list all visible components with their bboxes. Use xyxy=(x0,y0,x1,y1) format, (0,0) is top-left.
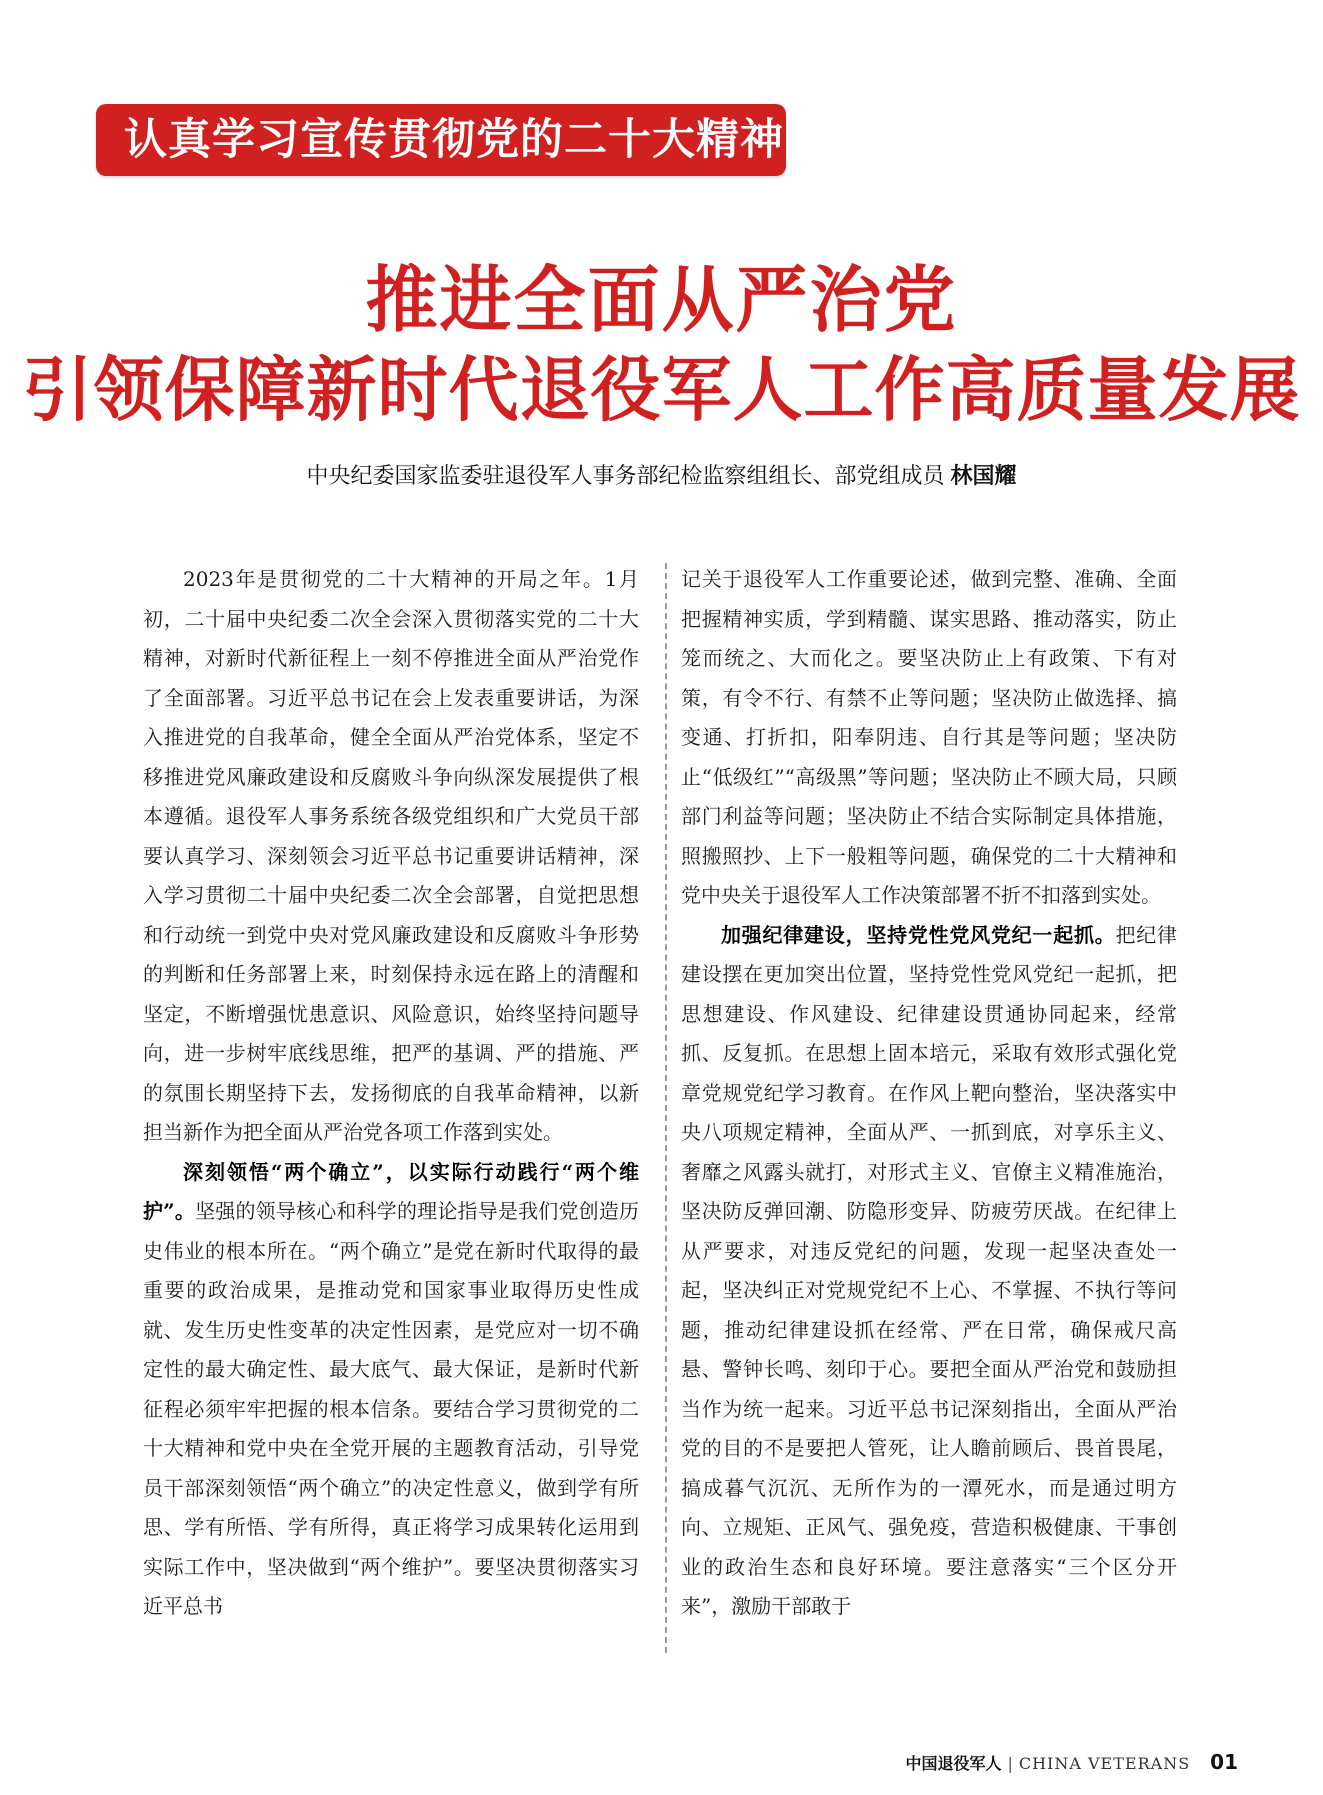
byline xyxy=(0,462,1323,492)
paragraph-intro: 2023年是贯彻党的二十大精神的开局之年。1月初，二十届中央纪委二次全会深入贯彻落实党的二十大精神，对新时代新征程上一刻不停推进全面从严治党作了全面部署。习近平总书记在会上发表重要讲话，为深入推进党的自我革命，健全全面从严治党体系，坚定不移推进党风廉政建设和反腐败斗争向纵深发展提供了根本遵循。退役军人事务系统各级党组织和广大党员干部要认真学习、深刻领会习近平总书记重要讲话精神，深入学习贯彻二十届中央纪委二次全会部署，自觉把思想和行动统一到党中央对党风廉政建设和反腐败斗争形势的判断和任务部署上来，时刻保持永远在路上的清醒和坚定，不断增强忧患意识、风险意识，始终坚持问题导向，进一步树牢底线思维，把严的基调、严的措施、严的氛围长期坚持下去，发扬彻底的自我革命精神，以新担当新作为把全面从严治党各项工作落到实处。 xyxy=(143,567,639,1144)
paragraph-lead-heading: 深刻领悟“两个确立”，以实际行动践行“两个维护”。 xyxy=(143,1159,639,1223)
headline-line-2: 引领保障新时代退役军人工作高质量发展 xyxy=(22,349,1301,431)
byline-author: 林国耀 xyxy=(950,464,1017,489)
page-number: 01 xyxy=(1210,1750,1238,1774)
byline-title: 中央纪委国家监委驻退役军人事务部纪检监察组组长、部党组成员 xyxy=(306,464,945,489)
paragraph-continued: 记关于退役军人工作重要论述，做到完整、准确、全面把握精神实质，学到精髓、谋实思路、推动落实，防止笼而统之、大而化之。要坚决防止上有政策、下有对策，有令不行、有禁不止等问题；坚决防止做选择、搞变通、打折扣，阳奉阴违、自行其是等问题；坚决防止“低级红”“高级黑”等问题；坚决防止不顾大局，只顾部门利益等问题；坚决防止不结合实际制定具体措施，照搬照抄、上下一般粗等问题，确保党的二十大精神和党中央关于退役军人工作决策部署不折不扣落到实处。 xyxy=(681,567,1177,907)
section-banner-title: 认真学习宣传贯彻党的二十大精神 xyxy=(124,115,784,165)
magazine-name: 中国退役军人 xyxy=(905,1754,1002,1773)
paragraph-discipline xyxy=(681,916,1177,1627)
paragraph-body-text: 坚强的领导核心和科学的理论指导是我们党创造历史伟业的根本所在。“两个确立”是党在新时代取得的最重要的政治成果，是推动党和国家事业取得历史性成就、发生历史性变革的决定性因素，是党应对一切不确定性的最大确定性、最大底气、最大保证，是新时代新征程必须牢牢把握的根本信条。要结合学习贯彻党的二十大精神和党中央在全党开展的主题教育活动，引导党员干部深刻领悟“两个确立”的决定性意义，做到学有所思、学有所悟、学有所得，真正将学习成果转化运用到实际工作中，坚决做到“两个维护”。要坚决贯彻落实习近平总书 xyxy=(143,1199,639,1618)
column-divider xyxy=(665,563,667,1653)
headline-line-1: 推进全面从严治党 xyxy=(365,258,958,342)
magazine-name-english: CHINA VETERANS xyxy=(1018,1754,1191,1773)
section-banner xyxy=(96,104,786,176)
page-footer xyxy=(905,1750,1238,1774)
paragraph-two-establishments xyxy=(143,1153,639,1627)
paragraph-lead-heading: 加强纪律建设，坚持党性党风党纪一起抓。 xyxy=(721,922,1116,947)
footer-separator: | xyxy=(1007,1754,1013,1773)
paragraph-body-text: 把纪律建设摆在更加突出位置，坚持党性党风党纪一起抓，把思想建设、作风建设、纪律建设贯通协同起来，经常抓、反复抓。在思想上固本培元，采取有效形式强化党章党规党纪学习教育。在作风上靶向整治，坚决落实中央八项规定精神，全面从严、一抓到底，对享乐主义、奢靡之风露头就打，对形式主义、官僚主义精准施治，坚决防反弹回潮、防隐形变异、防疲劳厌战。在纪律上从严要求，对违反党纪的问题，发现一起坚决查处一起，坚决纠正对党规党纪不上心、不掌握、不执行等问题，推动纪律建设抓在经常、严在日常，确保戒尺高悬、警钟长鸣、刻印于心。要把全面从严治党和鼓励担当作为统一起来。习近平总书记深刻指出，全面从严治党的目的不是要把人管死，让人瞻前顾后、畏首畏尾，搞成暮气沉沉、无所作为的一潭死水，而是通过明方向、立规矩、正风气、强免疫，营造积极健康、干事创业的政治生态和良好环境。要注意落实“三个区分开来”，激励干部敢于 xyxy=(681,922,1177,1618)
article-column-left xyxy=(143,560,639,1660)
article-column-right xyxy=(681,560,1177,1660)
